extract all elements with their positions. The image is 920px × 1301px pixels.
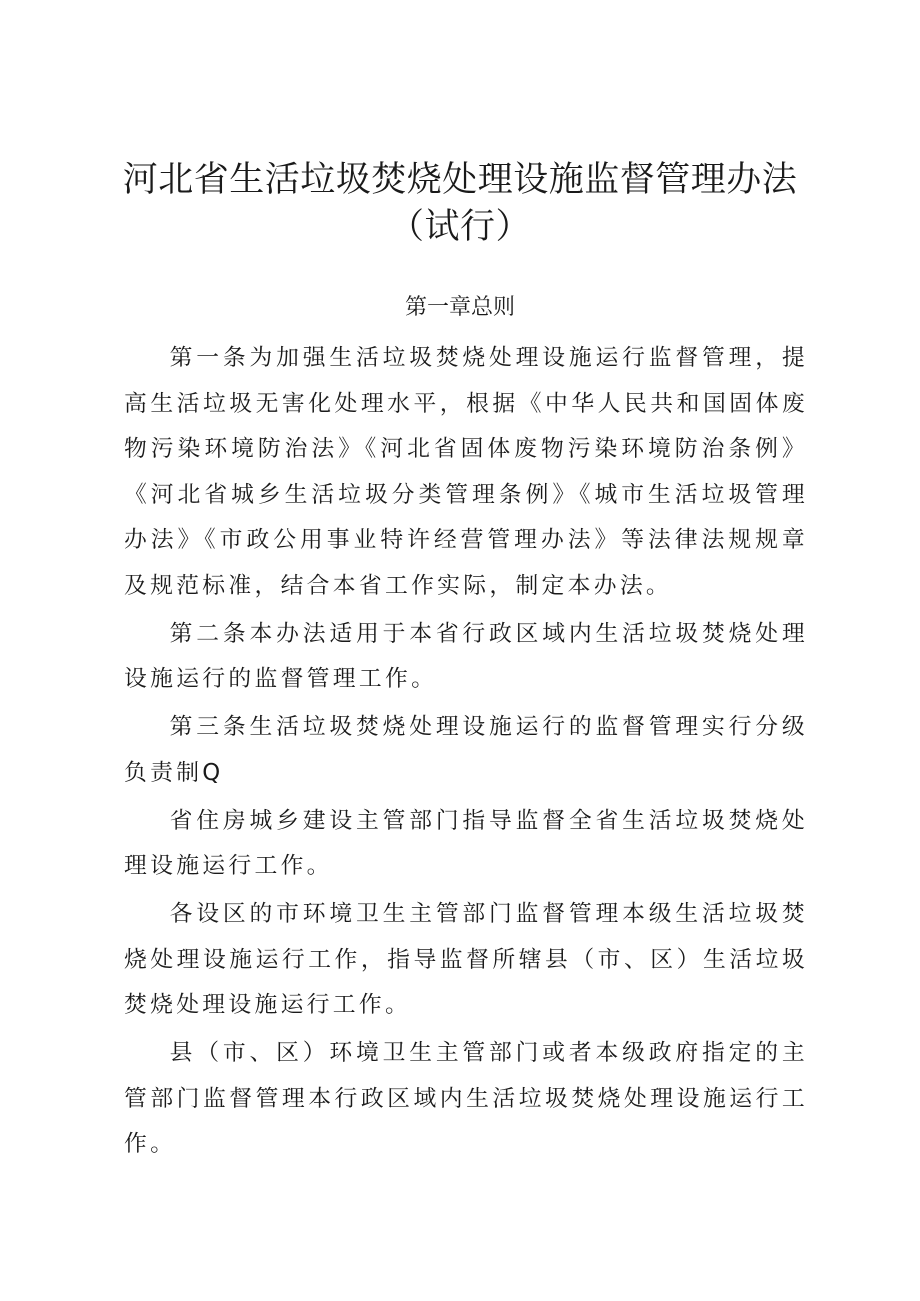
paragraph-city-duty: 各设区的市环境卫生主管部门监督管理本级生活垃圾焚烧处理设施运行工作，指导监督所辖县（市、区）生活垃圾焚烧处理设施运行工作。 bbox=[124, 901, 808, 1018]
chapter-heading: 第一章总则 bbox=[404, 295, 515, 320]
document-title: 河北省生活垃圾焚烧处理设施监督管理办法 bbox=[122, 160, 798, 200]
paragraph-provincial-duty: 省住房城乡建设主管部门指导监督全省生活垃圾焚烧处理设施运行工作。 bbox=[124, 807, 808, 879]
paragraph-county-duty: 县（市、区）环境卫生主管部门或者本级政府指定的主管部门监督管理本行政区域内生活垃圾焚烧处理设施运行工作。 bbox=[124, 1040, 808, 1157]
paragraph-article-2: 第二条本办法适用于本省行政区域内生活垃圾焚烧处理设施运行的监督管理工作。 bbox=[124, 620, 808, 692]
document-subtitle: （试行） bbox=[388, 207, 531, 247]
paragraph-article-3: 第三条生活垃圾焚烧处理设施运行的监督管理实行分级负责制Q bbox=[124, 714, 808, 786]
document-body bbox=[124, 336, 808, 1168]
paragraph-article-1: 第一条为加强生活垃圾焚烧处理设施运行监督管理，提高生活垃圾无害化处理水平，根据《中华人民共和国固体废物污染环境防治法》《河北省固体废物污染环境防治条例》《河北省城乡生活垃圾分类管理条例》《城市生活垃圾管理办法》《市政公用事业特许经营管理办法》等法律法规规章及规范标准，结合本省工作实际，制定本办法。 bbox=[124, 345, 808, 599]
